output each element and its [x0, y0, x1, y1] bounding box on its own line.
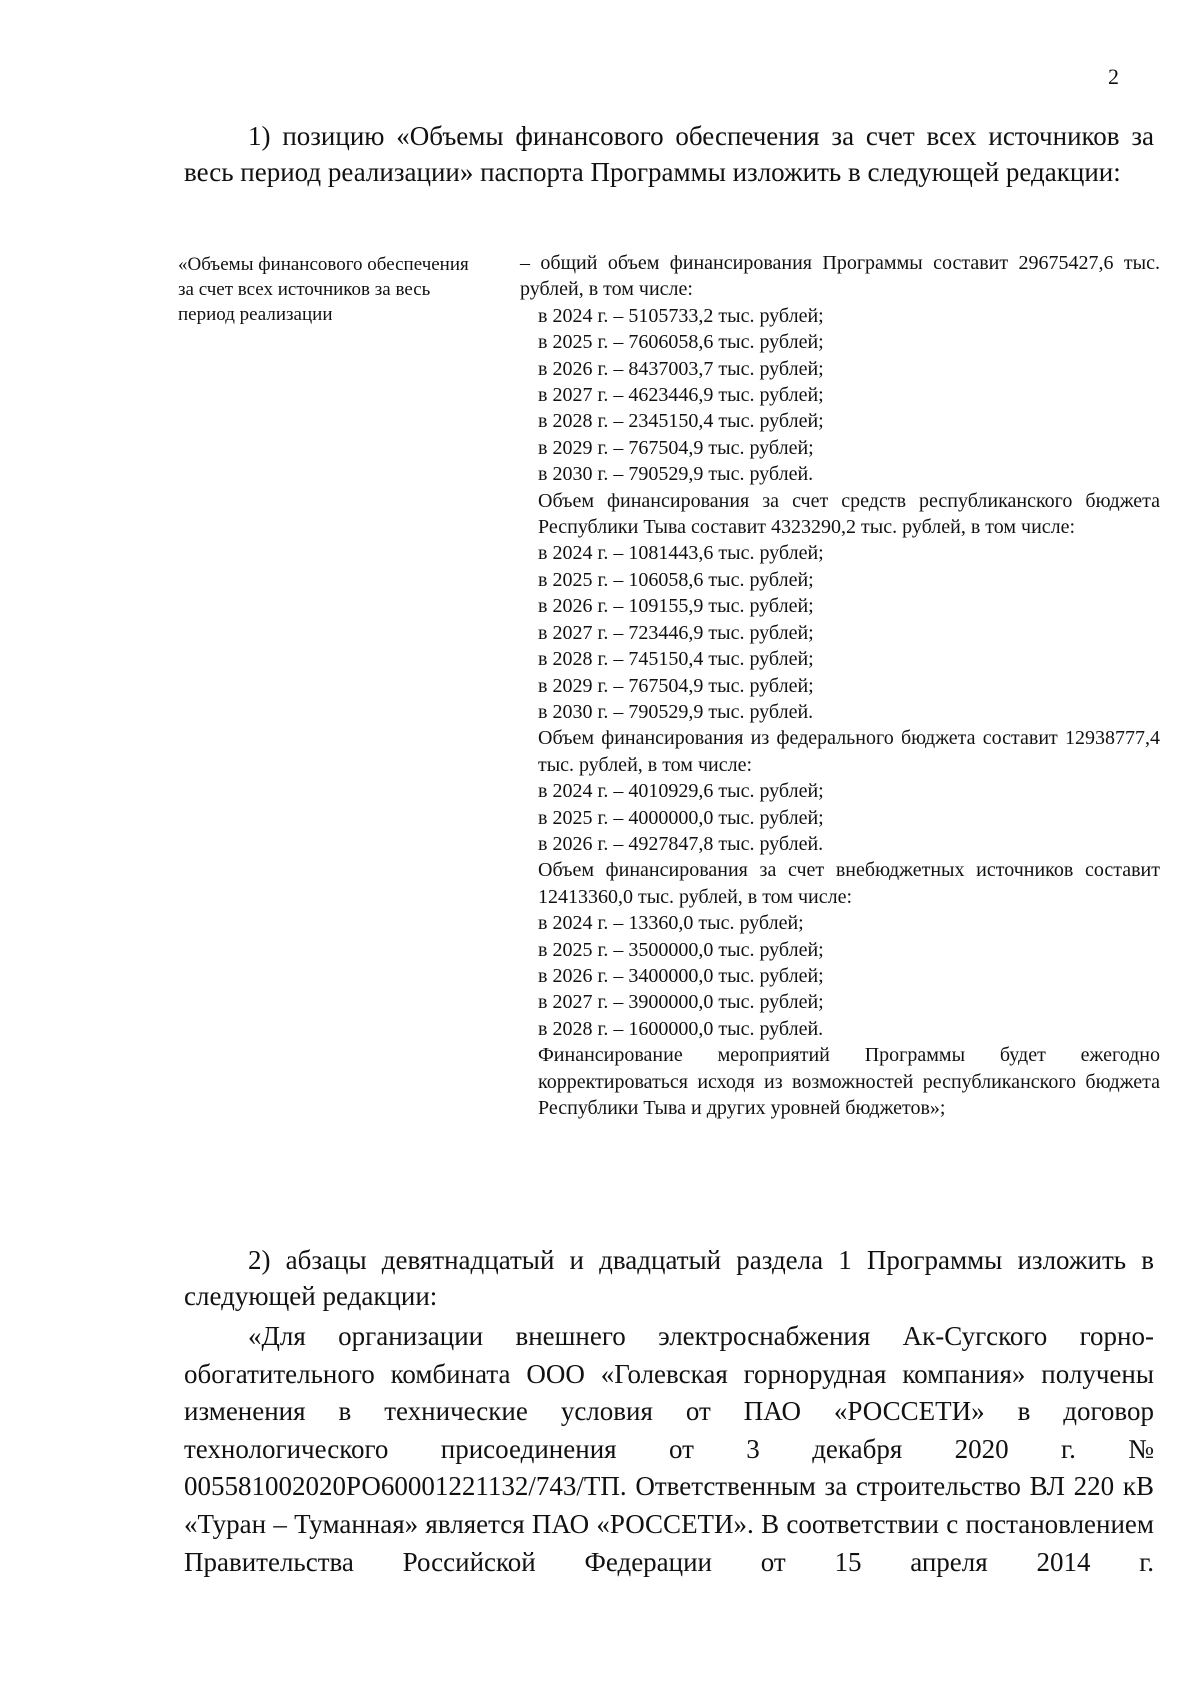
financing-line: Объем финансирования из федерального бюджета составит 12938777,4 тыс. рублей, в том числе: — [538, 727, 1160, 776]
financing-line: в 2024 г. – 1081443,6 тыс. рублей; — [538, 542, 824, 565]
financing-line: в 2027 г. – 4623446,9 тыс. рублей; — [538, 384, 824, 407]
financing-line: в 2030 г. – 790529,9 тыс. рублей. — [538, 700, 814, 723]
financing-line: в 2025 г. – 7606058,6 тыс. рублей; — [538, 331, 824, 354]
passport-row-label: «Объемы финансового обеспечения за счет всех источников за весь период реализации — [178, 254, 469, 325]
passport-row-values — [520, 250, 1160, 1121]
financing-line: в 2025 г. – 3500000,0 тыс. рублей; — [538, 938, 824, 961]
financing-line: в 2024 г. – 5105733,2 тыс. рублей; — [538, 304, 824, 327]
financing-line: Финансирование мероприятий Программы будет ежегодно корректироваться исходя из возможностей республиканского бюджета Республики Тыва и других уровней бюджетов»; — [538, 1044, 1160, 1119]
paragraph-3: «Для организации внешнего электроснабжения Ак-Сугского горно-обогатительного комбината ООО «Голевская горнорудная компания» получены изменения в технические условия от ПАО «РОССЕТИ» в договор технологического присоединения от 3 декабря 2020 г. № 005581002020РО60001221132/743/ТП. Ответственным за строительство ВЛ 220 кВ «Туран – Туманная» является ПАО «РОССЕТИ». В соответствии с постановлением Правительства Российской Федерации от 15 апреля 2014 г. — [184, 1321, 1154, 1577]
financing-line: в 2026 г. – 109155,9 тыс. рублей; — [538, 595, 814, 618]
financing-line: в 2028 г. – 745150,4 тыс. рублей; — [538, 648, 814, 671]
financing-line: в 2024 г. – 4010929,6 тыс. рублей; — [538, 780, 824, 803]
financing-line: – общий объем финансирования Программы составит 29675427,6 тыс. рублей, в том числе: — [520, 252, 1160, 301]
financing-line: в 2026 г. – 4927847,8 тыс. рублей. — [538, 832, 824, 855]
financing-line: в 2027 г. – 723446,9 тыс. рублей; — [538, 621, 814, 644]
financing-line: в 2028 г. – 1600000,0 тыс. рублей. — [538, 1017, 824, 1040]
financing-line: в 2025 г. – 4000000,0 тыс. рублей; — [538, 806, 824, 829]
financing-line: Объем финансирования за счет средств республиканского бюджета Республики Тыва составит 4323290,2 тыс. рублей, в том числе: — [538, 489, 1160, 539]
paragraph-2: 2) абзацы девятнадцатый и двадцатый раздела 1 Программы изложить в следующей редакции: — [184, 1245, 1154, 1311]
financing-line: в 2029 г. – 767504,9 тыс. рублей; — [538, 436, 814, 459]
financing-line: Объем финансирования за счет внебюджетных источников составит 12413360,0 тыс. рублей, в том числе: — [538, 859, 1160, 908]
financing-line: в 2025 г. – 106058,6 тыс. рублей; — [538, 568, 814, 591]
financing-line: в 2027 г. – 3900000,0 тыс. рублей; — [538, 991, 824, 1014]
page-number: 2 — [1108, 64, 1119, 89]
financing-line: в 2029 г. – 767504,9 тыс. рублей; — [538, 674, 814, 697]
financing-line: в 2028 г. – 2345150,4 тыс. рублей; — [538, 410, 824, 433]
financing-line: в 2030 г. – 790529,9 тыс. рублей. — [538, 463, 814, 486]
financing-line: в 2024 г. – 13360,0 тыс. рублей; — [538, 912, 804, 935]
intro-paragraph: 1) позицию «Объемы финансового обеспечения за счет всех источников за весь период реализации» паспорта Программы изложить в следующей редакции: — [184, 121, 1154, 187]
financing-line: в 2026 г. – 3400000,0 тыс. рублей; — [538, 964, 824, 987]
financing-line: в 2026 г. – 8437003,7 тыс. рублей; — [538, 357, 824, 380]
